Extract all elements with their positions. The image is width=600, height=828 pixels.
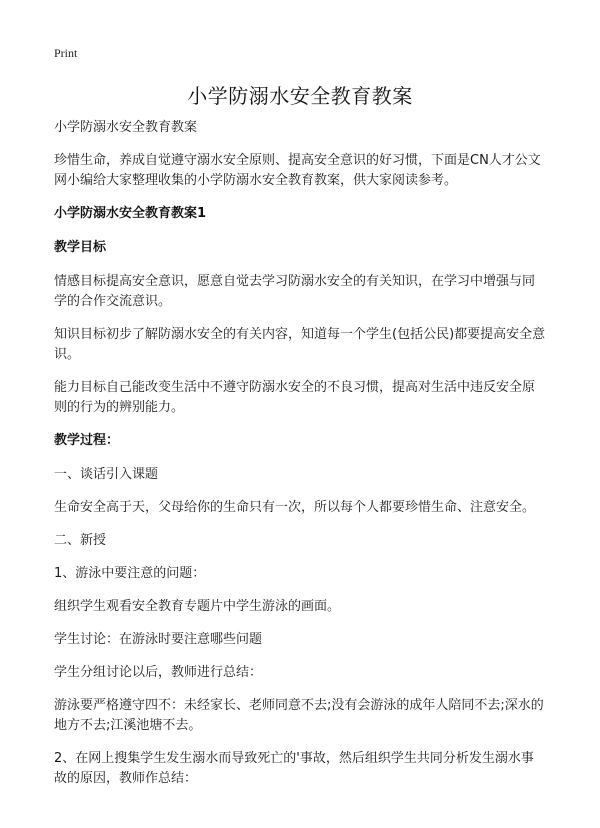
goals-heading: 教学目标 xyxy=(54,240,107,255)
document-body xyxy=(54,118,546,802)
question1-rules: 游泳要严格遵守四不：未经家长、老师同意不去;没有会游泳的成年人陪同不去;深水的地方不去;江溪池塘不去。 xyxy=(54,698,544,733)
print-label: Print xyxy=(54,46,78,60)
section-title: 小学防溺水安全教育教案1 xyxy=(54,206,207,221)
subtitle-text: 小学防溺水安全教育教案 xyxy=(54,120,198,135)
goal-ability-paragraph: 能力目标自己能改变生活中不遵守防溺水安全的不良习惯，提高对生活中违反安全原则的行为的辨别能力。 xyxy=(54,380,536,415)
step1-title: 一、谈话引入课题 xyxy=(54,467,159,482)
goal-emotion-paragraph: 情感目标提高安全意识，愿意自觉去学习防溺水安全的有关知识，在学习中增强与同学的合作交流意识。 xyxy=(54,274,536,309)
question1-discussion: 学生讨论：在游泳时要注意哪些问题 xyxy=(54,632,263,647)
question1-title: 1、游泳中要注意的问题： xyxy=(54,566,206,581)
document-title: 小学防溺水安全教育教案 xyxy=(187,84,413,108)
process-heading: 教学过程： xyxy=(54,433,120,448)
question1-summary: 学生分组讨论以后，教师进行总结： xyxy=(54,665,263,680)
intro-paragraph: 珍惜生命，养成自觉遵守溺水安全原则、提高安全意识的好习惯，下面是CN人才公文网小编给大家整理收集的小学防溺水安全教育教案，供大家阅读参考。 xyxy=(54,153,541,188)
question2-paragraph: 2、在网上搜集学生发生溺水而导致死亡的'事故，然后组织学生共同分析发生溺水事故的原因，教师作总结： xyxy=(54,751,534,786)
goal-knowledge-paragraph: 知识目标初步了解防溺水安全的有关内容，知道每一个学生(包括公民)都要提高安全意识。 xyxy=(54,327,546,362)
question1-activity: 组织学生观看安全教育专题片中学生游泳的画面。 xyxy=(54,599,341,614)
step2-title: 二、新授 xyxy=(54,533,107,548)
step1-paragraph: 生命安全高于天，父母给你的生命只有一次，所以每个人都要珍惜生命、注意安全。 xyxy=(54,500,536,515)
